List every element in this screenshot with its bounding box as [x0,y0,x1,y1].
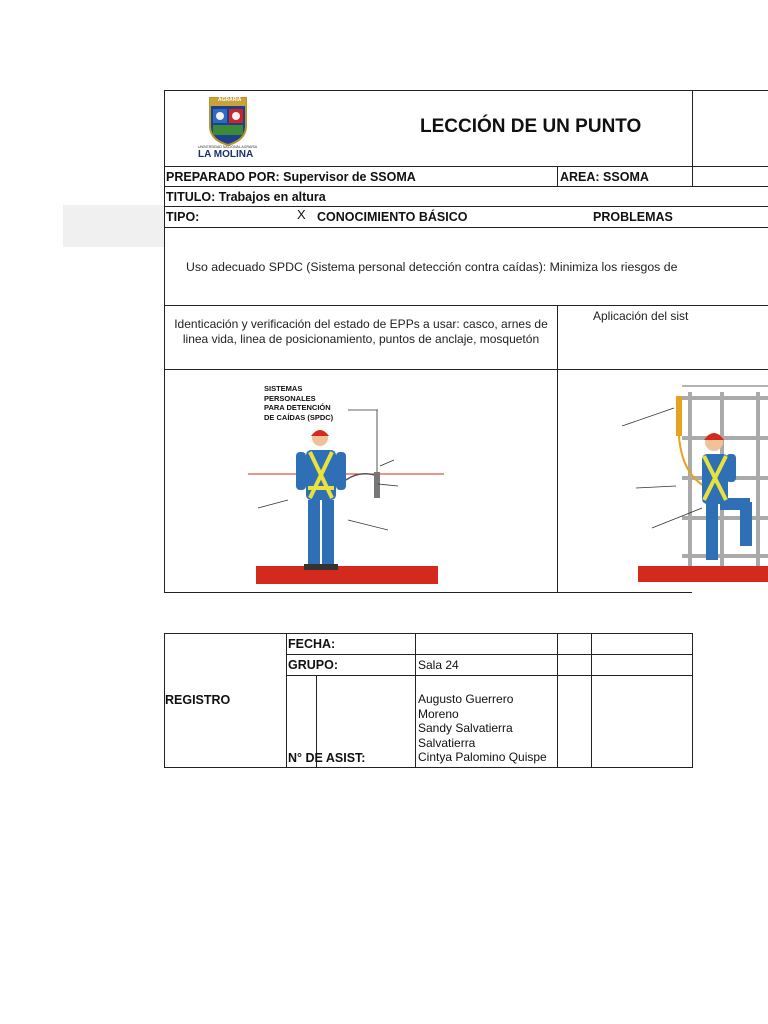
titulo-label: TITULO: Trabajos en altura [166,190,326,204]
university-logo [196,96,260,162]
prepared-by: PREPARADO POR: Supervisor de SSOMA [166,170,416,184]
list-item: Moreno [418,706,459,721]
asistentes-list [418,692,556,768]
logo-small-text: UNIVERSIDAD NACIONAL AGRARIA [198,145,258,149]
spdc-title-line: PARA DETENCIÓN [264,403,331,412]
tipo-value: CONOCIMIENTO BÁSICO [317,210,468,224]
description-text: Uso adecuado SPDC (Sistema personal detección contra caídas): Minimiza los riesgos de [186,260,678,274]
registro-label: REGISTRO [165,693,231,707]
spdc-title [264,384,333,422]
climbing-illustration [622,378,768,584]
spdc-illustration [248,380,444,584]
page-title: LECCIÓN DE UN PUNTO [420,116,642,137]
crest-icon [196,96,260,146]
fecha-label: FECHA: [288,637,336,651]
logo-text: LA MOLINA [198,149,254,160]
spdc-title-line: SISTEMAS [264,384,303,393]
list-item: Augusto Guerrero [418,692,514,706]
grupo-value: Sala 24 [418,658,459,672]
list-item: Salvatierra [418,735,476,750]
asist-label: N° DE ASIST: [288,751,366,765]
spdc-title-line: DE CAÍDAS (SPDC) [264,412,334,422]
logo-banner: AGRARIA [218,97,242,103]
side-gray-block [63,205,164,247]
area-label: AREA: SSOMA [560,170,649,184]
tipo-label: TIPO: [166,210,200,224]
list-item: Sandy Salvatierra [418,721,513,735]
grupo-label: GRUPO: [288,658,338,672]
step-left-text: Identicación y verificación del estado de EPPs a usar: casco, arnes de linea vida, linea de posicionamiento, puntos de anclaje, mosquetón [174,317,548,346]
spdc-title-line: PERSONALES [264,393,316,403]
worker-scaffold-illustration [622,378,768,584]
list-item: Cintya Palomino Quispe [418,750,547,764]
step-right-text: Aplicación del sist [593,309,689,323]
tipo-mark: X [297,207,306,222]
problemas-label: PROBLEMAS [593,210,673,224]
